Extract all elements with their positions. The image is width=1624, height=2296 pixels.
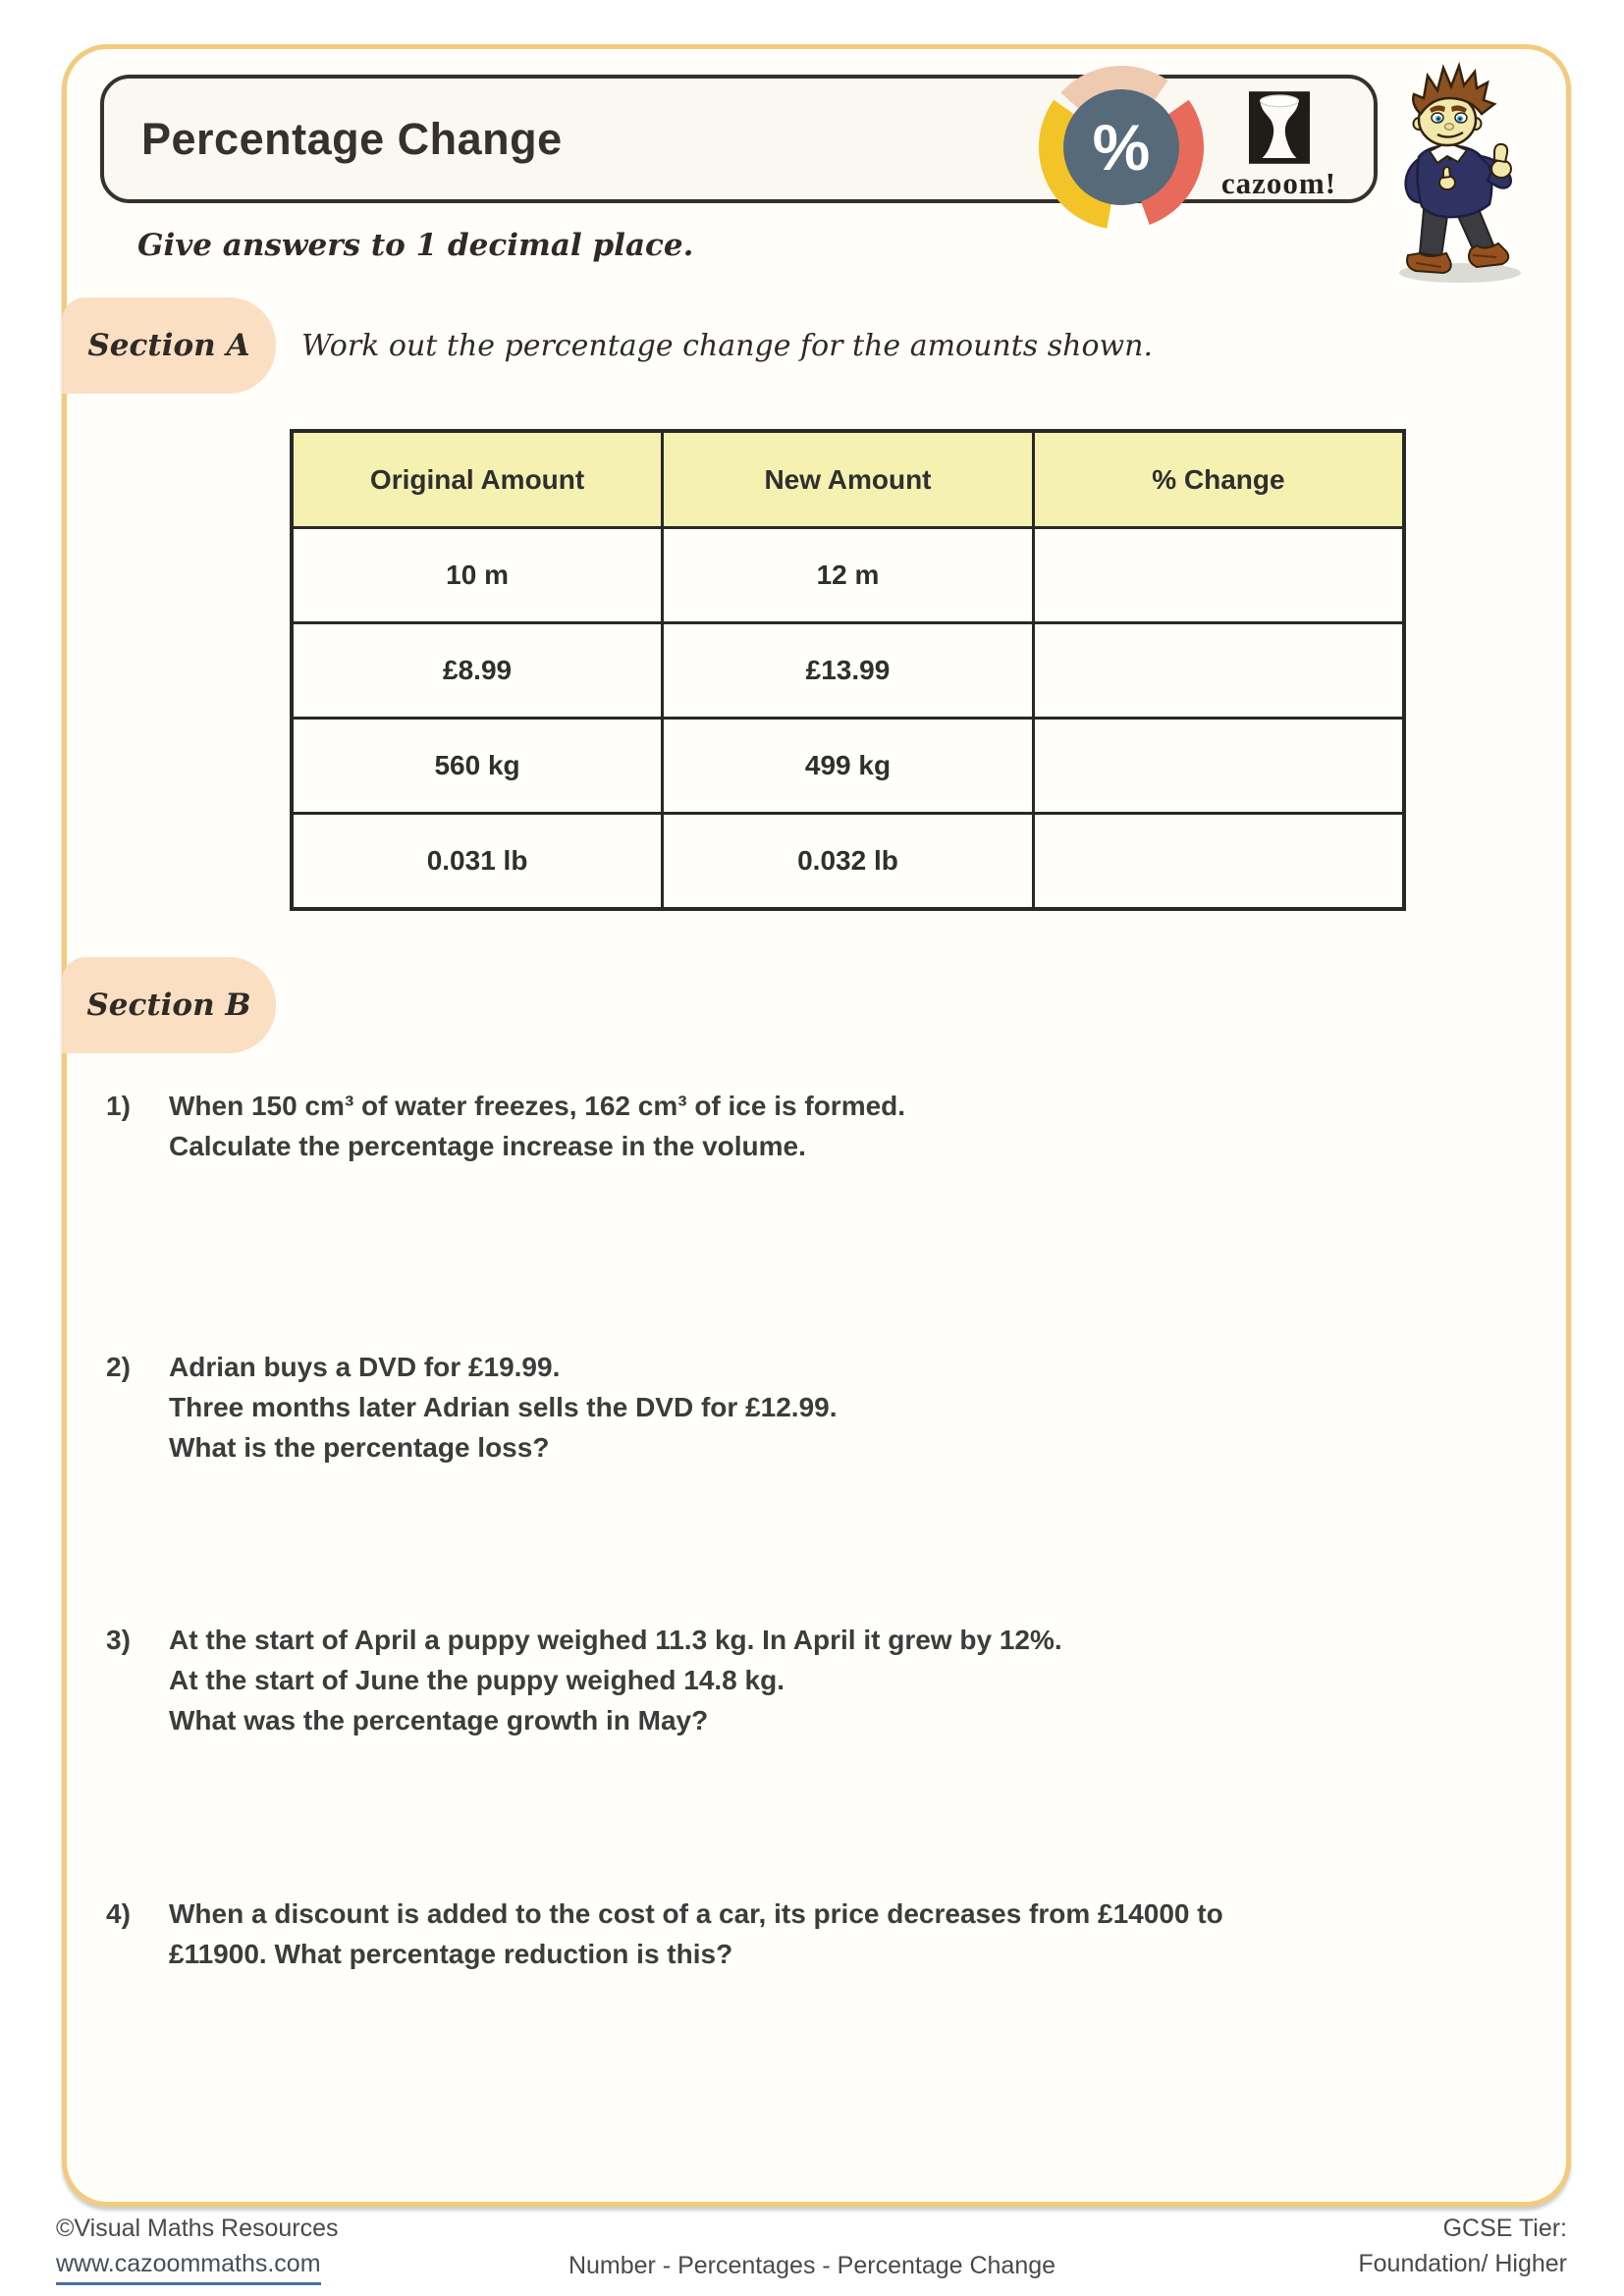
section-a-label: Section A	[87, 328, 250, 363]
table-header-percent-change: % Change	[1033, 431, 1404, 528]
footer-website-link[interactable]: www.cazoommaths.com	[56, 2246, 321, 2285]
question-line: What was the percentage growth in May?	[169, 1705, 709, 1735]
table-cell-new: 12 m	[663, 528, 1034, 623]
question-4	[106, 1894, 1223, 1974]
section-a-instruction: Work out the percentage change for the amounts shown.	[301, 329, 1154, 363]
percentage-change-table	[290, 429, 1406, 911]
table-cell-new: £13.99	[663, 623, 1034, 719]
table-cell-original: 560 kg	[292, 719, 663, 814]
section-b-badge	[62, 957, 276, 1053]
table-cell-original: 10 m	[292, 528, 663, 623]
page-title: Percentage Change	[141, 113, 563, 164]
question-line: Adrian buys a DVD for £19.99.	[169, 1352, 561, 1382]
question-line: Calculate the percentage increase in the volume.	[169, 1131, 806, 1161]
table-cell-original: 0.031 lb	[292, 814, 663, 910]
table-row	[292, 528, 1404, 623]
question-2	[106, 1347, 838, 1468]
table-row	[292, 719, 1404, 814]
table-cell-original: £8.99	[292, 623, 663, 719]
question-line: When 150 cm³ of water freezes, 162 cm³ of ice is formed.	[169, 1091, 906, 1121]
table-cell-new: 0.032 lb	[663, 814, 1034, 910]
question-line: £11900. What percentage reduction is this?	[169, 1939, 733, 1969]
table-row	[292, 623, 1404, 719]
logo-text: cazoom!	[1220, 166, 1337, 200]
question-line: At the start of April a puppy weighed 11.3 kg. In April it grew by 12%.	[169, 1625, 1062, 1655]
table-cell-answer	[1033, 623, 1404, 719]
percent-badge-icon	[1038, 64, 1205, 231]
drum-icon	[1249, 90, 1310, 165]
footer-copyright: ©Visual Maths Resources	[56, 2215, 339, 2242]
table-header-original-amount: Original Amount	[292, 431, 663, 528]
footer-tier	[1358, 2211, 1567, 2281]
mascot-boy-illustration	[1386, 61, 1543, 289]
question-line: At the start of June the puppy weighed 14.8 kg.	[169, 1665, 785, 1695]
table-row	[292, 814, 1404, 910]
question-number: 4)	[106, 1898, 131, 1929]
table-cell-answer	[1033, 814, 1404, 910]
percent-symbol: %	[1092, 111, 1151, 184]
question-line: What is the percentage loss?	[169, 1432, 550, 1463]
cazoom-logo	[1218, 90, 1340, 201]
question-1	[106, 1086, 905, 1166]
question-line: Three months later Adrian sells the DVD for £12.99.	[169, 1392, 838, 1422]
table-header-row	[292, 431, 1404, 528]
table-cell-answer	[1033, 528, 1404, 623]
table-header-new-amount: New Amount	[663, 431, 1034, 528]
question-line: When a discount is added to the cost of a car, its price decreases from £14000 to	[169, 1898, 1223, 1929]
footer-left	[56, 2211, 339, 2285]
footer-tier-value: Foundation/ Higher	[1358, 2250, 1567, 2277]
section-a-badge	[62, 297, 276, 394]
question-3	[106, 1620, 1062, 1740]
question-number: 3)	[106, 1625, 131, 1655]
footer-breadcrumb: Number - Percentages - Percentage Change	[568, 2252, 1056, 2279]
question-number: 2)	[106, 1352, 131, 1382]
section-b-label: Section B	[86, 988, 251, 1023]
footer-tier-label: GCSE Tier:	[1442, 2215, 1567, 2242]
table-cell-new: 499 kg	[663, 719, 1034, 814]
instruction-note: Give answers to 1 decimal place.	[137, 228, 694, 263]
table-cell-answer	[1033, 719, 1404, 814]
question-number: 1)	[106, 1091, 131, 1121]
